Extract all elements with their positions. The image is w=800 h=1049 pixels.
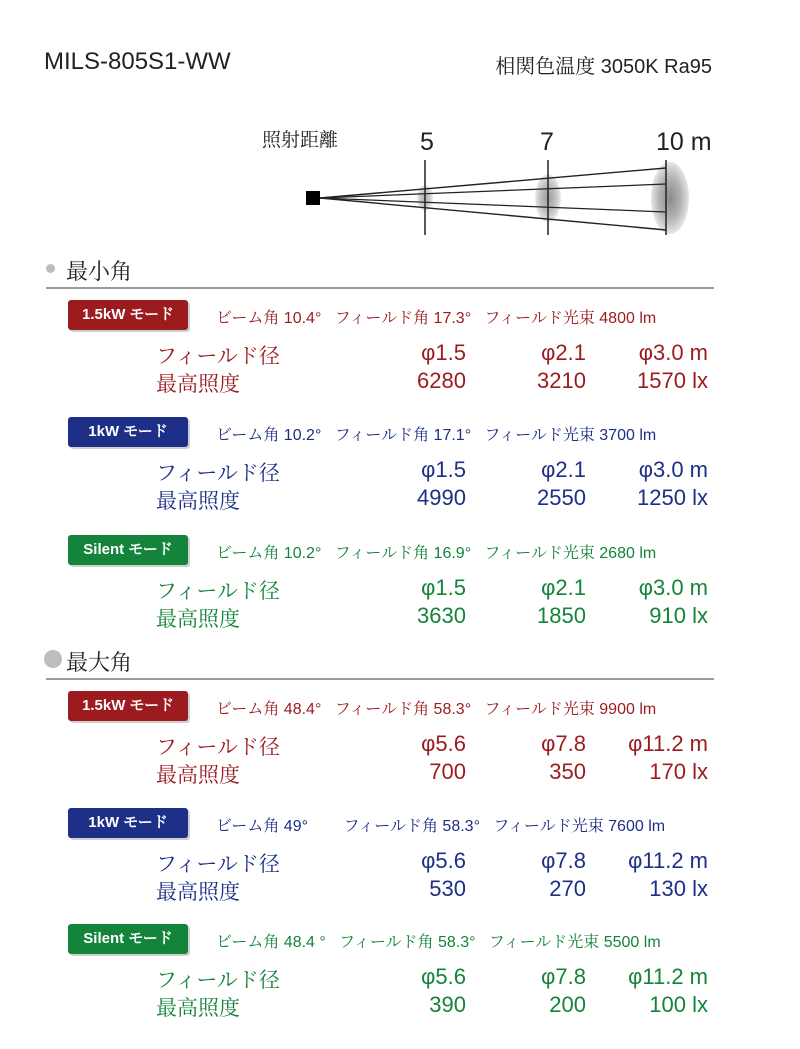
field-flux: フィールド光束 2680 lm — [484, 545, 657, 562]
max-illuminance-7m: 270 — [549, 876, 586, 901]
field-diameter-7m: φ2.1 — [541, 457, 586, 482]
max-illuminance-label: 最高照度 — [156, 490, 240, 513]
field-diameter-5m: φ1.5 — [421, 457, 466, 482]
mode-badge: Silent モード — [68, 924, 188, 954]
beam-spot-10m — [651, 162, 689, 234]
section-header — [46, 255, 714, 289]
mode-specs — [216, 813, 665, 836]
field-diameter-5m: φ5.6 — [421, 848, 466, 873]
field-angle: フィールド角 17.1° — [334, 427, 472, 444]
max-illuminance-10m: 1250 lx — [637, 485, 708, 510]
max-illuminance-7m: 3210 — [537, 368, 586, 393]
field-diameter-10m: φ11.2 m — [628, 848, 708, 873]
bullet-icon — [46, 264, 55, 273]
model-name: MILS-805S1-WW — [44, 48, 231, 75]
mode-badge: 1.5kW モード — [68, 300, 188, 330]
beam-angle: ビーム角 10.2° — [216, 545, 322, 562]
max-illuminance-7m: 350 — [549, 759, 586, 784]
max-illuminance-10m: 170 lx — [649, 759, 708, 784]
light-source-icon — [306, 191, 320, 205]
field-flux: フィールド光束 9900 lm — [484, 701, 657, 718]
section-max-angle — [46, 646, 714, 1020]
field-angle: フィールド角 58.3° — [334, 701, 472, 718]
field-diameter-10m: φ3.0 m — [638, 575, 708, 600]
field-diameter-7m: φ7.8 — [541, 848, 586, 873]
distance-7: 7 — [540, 128, 554, 156]
mode-specs — [216, 696, 656, 719]
max-illuminance-label: 最高照度 — [156, 764, 240, 787]
field-diameter-label: フィールド径 — [156, 736, 280, 759]
max-illuminance-10m: 100 lx — [649, 992, 708, 1017]
field-flux: フィールド光束 7600 lm — [493, 818, 666, 835]
bullet-icon — [44, 650, 62, 668]
beam-angle: ビーム角 10.4° — [216, 310, 322, 327]
field-diameter-7m: φ7.8 — [541, 964, 586, 989]
max-illuminance-7m: 2550 — [537, 485, 586, 510]
max-illuminance-label: 最高照度 — [156, 608, 240, 631]
beam-diagram — [300, 160, 700, 240]
field-diameter-label: フィールド径 — [156, 580, 280, 603]
mode-silent — [68, 535, 718, 645]
section-title: 最大角 — [66, 650, 133, 675]
field-angle: フィールド角 58.3° — [339, 934, 476, 951]
field-diameter-7m: φ2.1 — [541, 575, 586, 600]
max-illuminance-label: 最高照度 — [156, 997, 240, 1020]
mode-badge: Silent モード — [68, 535, 188, 565]
field-diameter-5m: φ5.6 — [421, 964, 466, 989]
max-illuminance-7m: 200 — [549, 992, 586, 1017]
field-diameter-10m: φ11.2 m — [628, 731, 708, 756]
distance-10: 10 m — [656, 128, 712, 156]
max-illuminance-7m: 1850 — [537, 603, 586, 628]
max-illuminance-label: 最高照度 — [156, 881, 240, 904]
field-flux: フィールド光束 3700 lm — [484, 427, 657, 444]
field-diameter-7m: φ2.1 — [541, 340, 586, 365]
field-diameter-label: フィールド径 — [156, 345, 280, 368]
distance-label: 照射距離 — [262, 130, 339, 151]
field-angle: フィールド角 58.3° — [343, 818, 480, 835]
mode-specs — [216, 929, 661, 952]
mode-1-5kw — [68, 300, 718, 410]
field-angle: フィールド角 17.3° — [334, 310, 472, 327]
section-title: 最小角 — [66, 259, 133, 284]
max-illuminance-5m: 530 — [429, 876, 466, 901]
mode-1kw — [68, 417, 718, 527]
mode-specs — [216, 422, 656, 445]
field-diameter-label: フィールド径 — [156, 969, 280, 992]
mode-1kw — [68, 808, 718, 918]
max-illuminance-10m: 910 lx — [649, 603, 708, 628]
field-diameter-7m: φ7.8 — [541, 731, 586, 756]
max-illuminance-5m: 6280 — [417, 368, 466, 393]
max-illuminance-5m: 700 — [429, 759, 466, 784]
mode-specs — [216, 540, 656, 563]
max-illuminance-5m: 4990 — [417, 485, 466, 510]
mode-badge: 1kW モード — [68, 417, 188, 447]
max-illuminance-label: 最高照度 — [156, 373, 240, 396]
field-flux: フィールド光束 4800 lm — [484, 310, 657, 327]
section-min-angle — [46, 255, 714, 631]
field-diameter-10m: φ3.0 m — [638, 457, 708, 482]
max-illuminance-5m: 390 — [429, 992, 466, 1017]
mode-1-5kw — [68, 691, 718, 801]
section-header — [46, 646, 714, 680]
max-illuminance-10m: 130 lx — [649, 876, 708, 901]
distance-5: 5 — [420, 128, 434, 156]
mode-silent — [68, 924, 718, 1034]
field-diameter-label: フィールド径 — [156, 853, 280, 876]
mode-badge: 1.5kW モード — [68, 691, 188, 721]
field-diameter-10m: φ11.2 m — [628, 964, 708, 989]
mode-badge: 1kW モード — [68, 808, 188, 838]
field-flux: フィールド光束 5500 lm — [488, 934, 661, 951]
field-diameter-5m: φ5.6 — [421, 731, 466, 756]
beam-angle: ビーム角 48.4 ° — [216, 934, 326, 951]
field-diameter-5m: φ1.5 — [421, 340, 466, 365]
beam-angle: ビーム角 10.2° — [216, 427, 322, 444]
field-angle: フィールド角 16.9° — [334, 545, 472, 562]
color-temperature: 相関色温度 3050K Ra95 — [495, 56, 712, 78]
max-illuminance-10m: 1570 lx — [637, 368, 708, 393]
beam-angle: ビーム角 49° — [216, 818, 309, 835]
field-diameter-5m: φ1.5 — [421, 575, 466, 600]
field-diameter-label: フィールド径 — [156, 462, 280, 485]
field-diameter-10m: φ3.0 m — [638, 340, 708, 365]
max-illuminance-5m: 3630 — [417, 603, 466, 628]
beam-angle: ビーム角 48.4° — [216, 701, 322, 718]
mode-specs — [216, 305, 656, 328]
